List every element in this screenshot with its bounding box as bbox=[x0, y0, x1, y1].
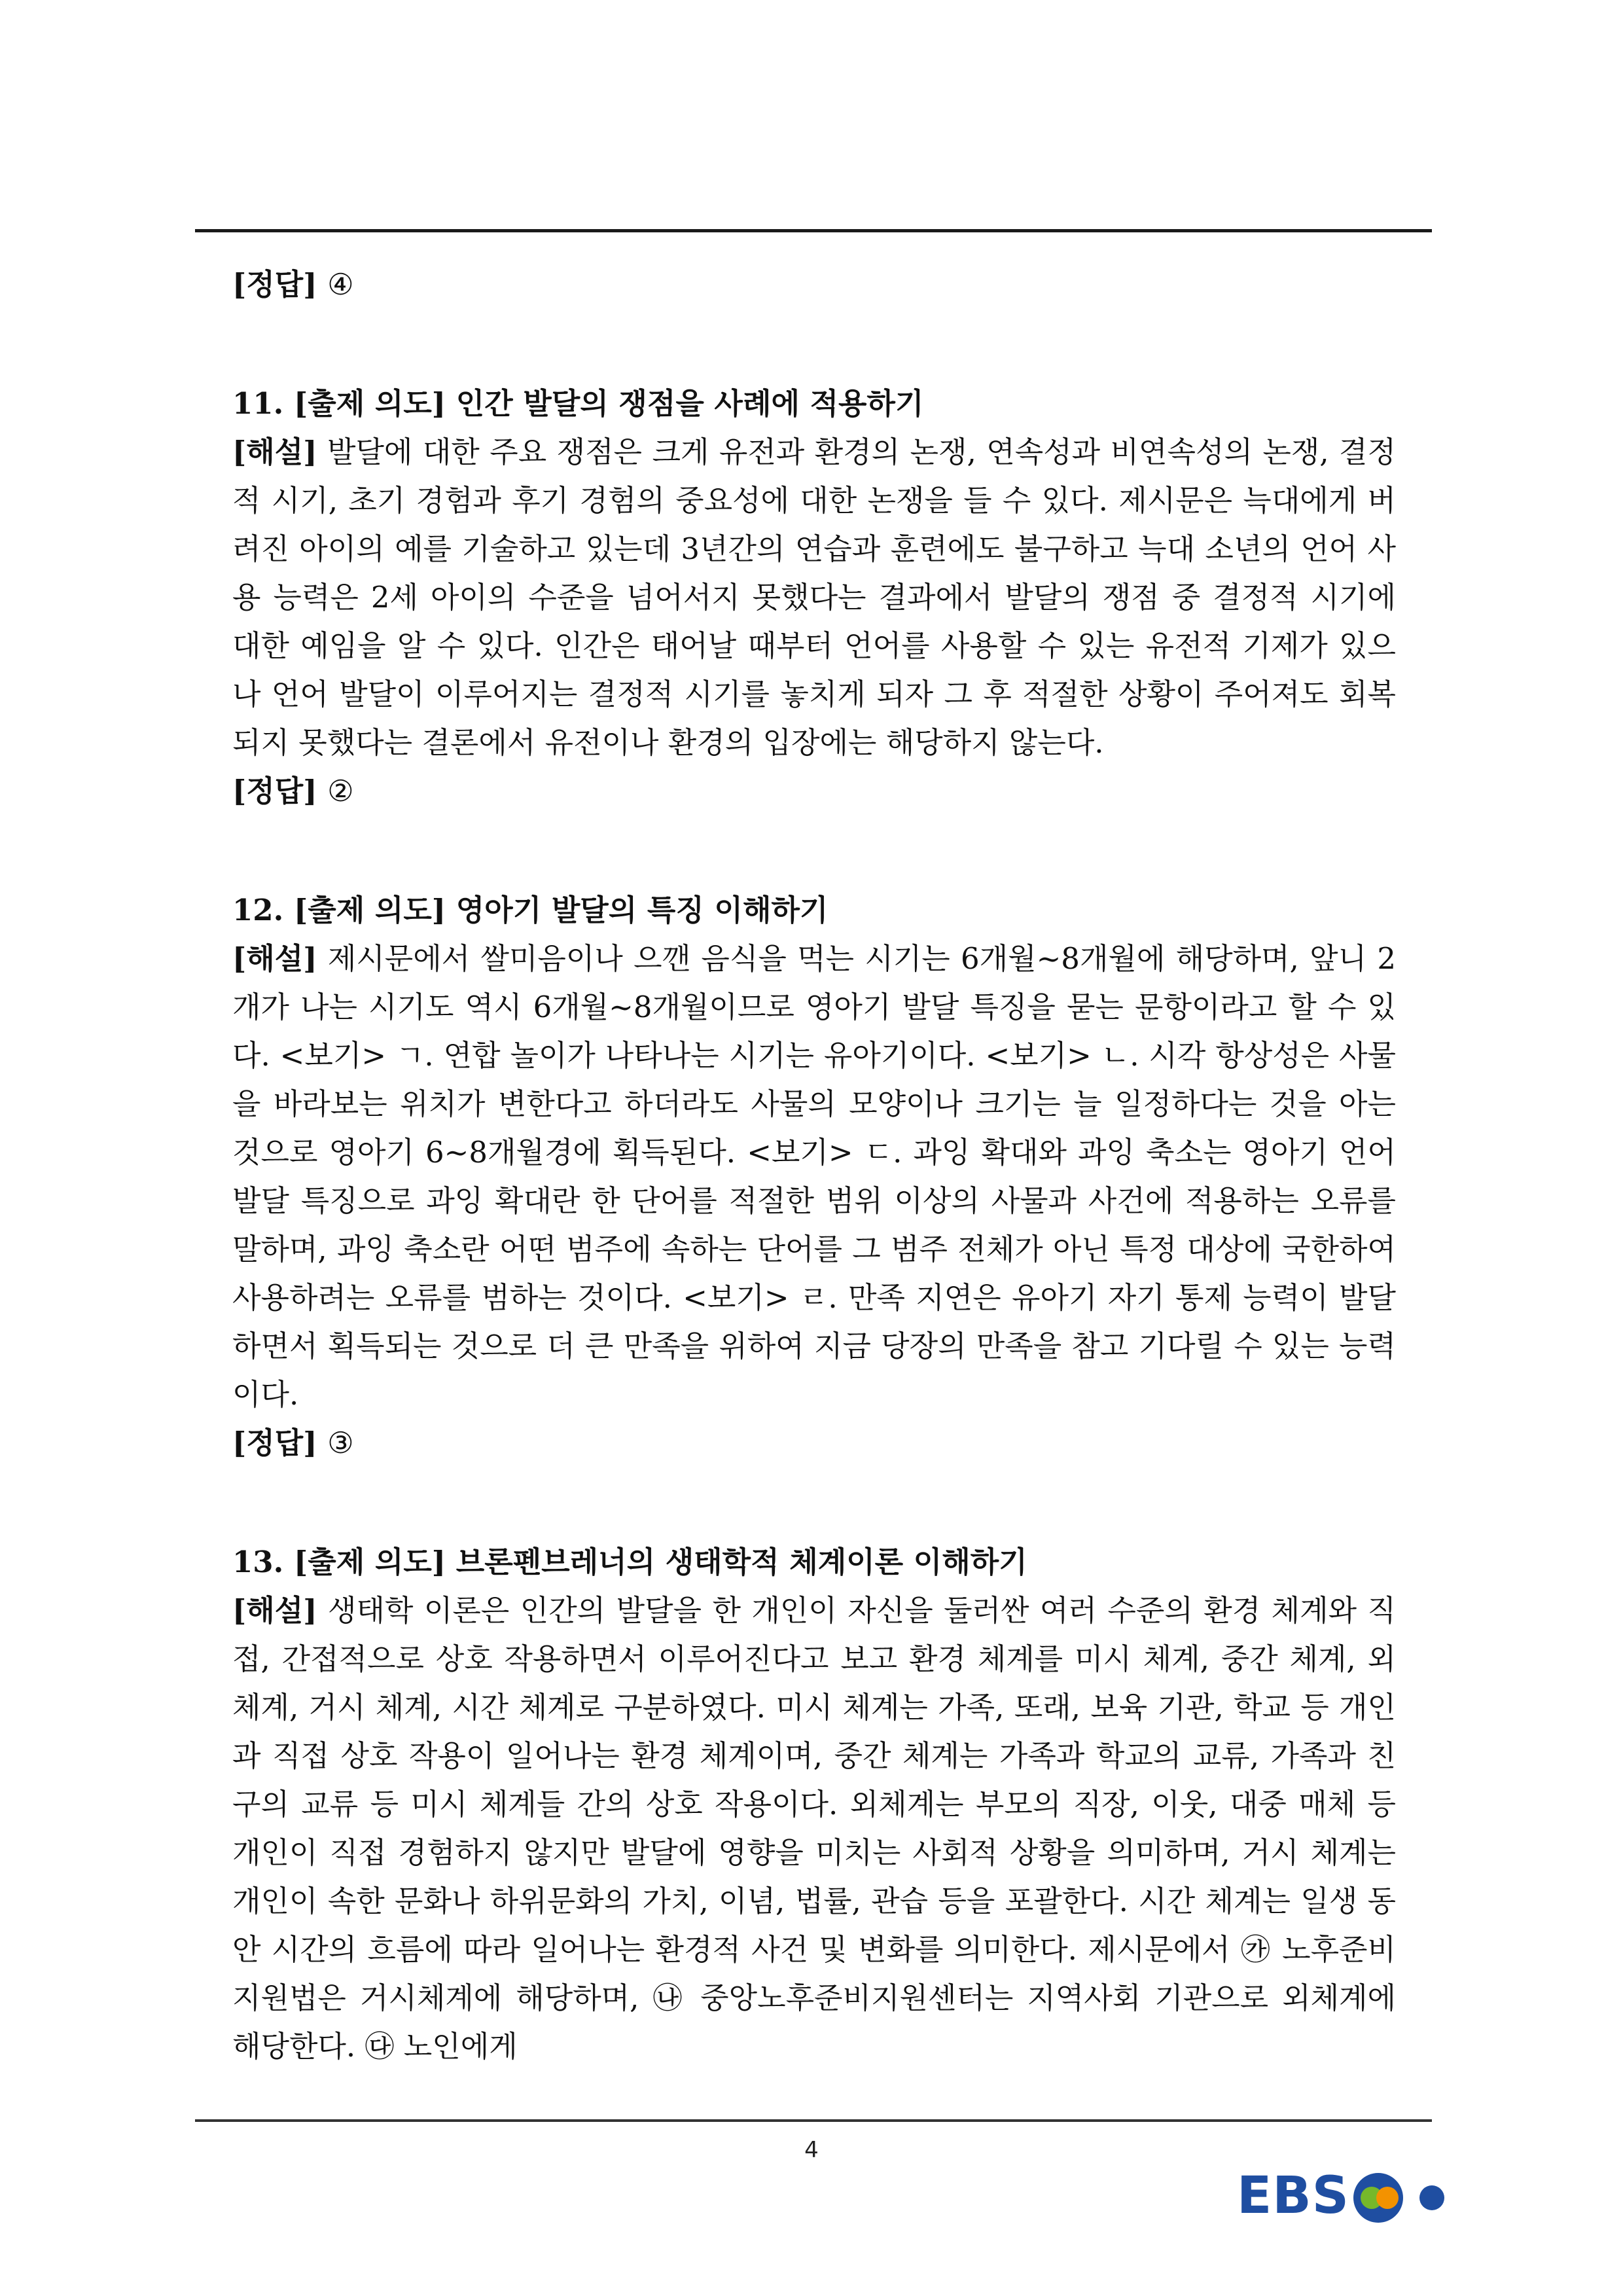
question-12-explanation bbox=[232, 935, 1396, 1419]
header-rule bbox=[195, 229, 1432, 232]
question-11-explanation bbox=[232, 428, 1396, 767]
question-13-section bbox=[232, 1538, 1396, 2071]
question-12-heading: 12. [출제 의도] 영아기 발달의 특징 이해하기 bbox=[232, 893, 829, 927]
question-12-answer bbox=[232, 1419, 1396, 1467]
explanation-label: [해설] bbox=[232, 435, 317, 469]
answer-value: ③ bbox=[327, 1426, 354, 1460]
answer-value: ④ bbox=[327, 267, 354, 302]
ebs-logo bbox=[1237, 2161, 1459, 2233]
section-gap bbox=[232, 309, 1396, 380]
question-13-explanation bbox=[232, 1587, 1396, 2071]
explanation-label: [해설] bbox=[232, 1593, 317, 1628]
explanation-text: 생태학 이론은 인간의 발달을 한 개인이 자신을 둘러싼 여러 수준의 환경 체계와 직접, 간접적으로 상호 작용하면서 이루어진다고 보고 환경 체계를 미시 체계, 중간 체계, 외체계, 거시 체계, 시간 체계로 구분하였다. 미시 체계는 가족, 또래, 보육 기관, 학교 등 개인과 직접 상호 작용이 일어나는 환경 체계이며, 중간 체계는 가족과 학교의 교류, 가족과 친구의 교류 등 미시 체계들 간의 상호 작용이다. 외체계는 부모의 직장, 이웃, 대중 매체 등 개인이 직접 경험하지 않지만 발달에 영향을 미치는 사회적 상황을 의미하며, 거시 체계는 개인이 속한 문화나 하위문화의 가치, 이념, 법률, 관습 등을 포괄한다. 시간 체계는 일생 동안 시간의 흐름에 따라 일어나는 환경적 사건 및 변화를 의미한다. 제시문에서 ㉮ 노후준비 지원법은 거시체계에 해당하며, ㉯ 중앙노후준비지원센터는 지역사회 기관으로 외체계에 해당한다. ㉰ 노인에게 bbox=[232, 1593, 1396, 2064]
answer-label: [정답] bbox=[232, 774, 317, 808]
question-11-answer bbox=[232, 767, 1396, 816]
question-11-heading: 11. [출제 의도] 인간 발달의 쟁점을 사례에 적용하기 bbox=[232, 386, 924, 421]
explanation-text: 제시문에서 쌀미음이나 으깬 음식을 먹는 시기는 6개월~8개월에 해당하며, 앞니 2개가 나는 시기도 역시 6개월~8개월이므로 영아기 발달 특징을 묻는 문항이라고 할 수 있다. <보기> ㄱ. 연합 놀이가 나타나는 시기는 유아기이다. <보기> ㄴ. 시각 항상성은 사물을 바라보는 위치가 변한다고 하더라도 사물의 모양이나 크기는 늘 일정하다는 것을 아는 것으로 영아기 6~8개월경에 획득된다. <보기> ㄷ. 과잉 확대와 과잉 축소는 영아기 언어 발달 특징으로 과잉 확대란 한 단어를 적절한 범위 이상의 사물과 사건에 적용하는 오류를 말하며, 과잉 축소란 어떤 범주에 속하는 단어를 그 범주 전체가 아닌 특정 대상에 국한하여 사용하려는 오류를 범하는 것이다. <보기> ㄹ. 만족 지연은 유아기 자기 통제 능력이 발달하면서 획득되는 것으로 더 큰 만족을 위하여 지금 당장의 만족을 참고 기다릴 수 있는 능력이다. bbox=[232, 941, 1396, 1412]
page-content bbox=[232, 260, 1396, 2071]
answer-value: ② bbox=[327, 774, 354, 808]
footer-rule bbox=[195, 2119, 1432, 2122]
explanation-text: 발달에 대한 주요 쟁점은 크게 유전과 환경의 논쟁, 연속성과 비연속성의 논쟁, 결정적 시기, 초기 경험과 후기 경험의 중요성에 대한 논쟁을 들 수 있다. 제시문은 늑대에게 버려진 아이의 예를 기술하고 있는데 3년간의 연습과 훈련에도 불구하고 늑대 소년의 언어 사용 능력은 2세 아이의 수준을 넘어서지 못했다는 결과에서 발달의 쟁점 중 결정적 시기에 대한 예임을 알 수 있다. 인간은 태어날 때부터 언어를 사용할 수 있는 유전적 기제가 있으나 언어 발달이 이루어지는 결정적 시기를 놓치게 되자 그 후 적절한 상황이 주어져도 회복되지 못했다는 결론에서 유전이나 환경의 입장에는 해당하지 않는다. bbox=[232, 435, 1396, 760]
ebs-logo-mark-icon bbox=[1349, 2168, 1454, 2228]
ebs-logo-text: EBS bbox=[1237, 2166, 1349, 2225]
top-answer bbox=[232, 260, 1396, 309]
explanation-label: [해설] bbox=[232, 941, 317, 976]
answer-label: [정답] bbox=[232, 1426, 317, 1460]
question-12-section bbox=[232, 886, 1396, 1467]
question-13-heading: 13. [출제 의도] 브론펜브레너의 생태학적 체계이론 이해하기 bbox=[232, 1545, 1027, 1579]
section-gap bbox=[232, 1467, 1396, 1538]
answer-label: [정답] bbox=[232, 267, 317, 302]
question-11-section bbox=[232, 380, 1396, 816]
section-gap bbox=[232, 816, 1396, 886]
page-number: 4 bbox=[804, 2137, 819, 2163]
